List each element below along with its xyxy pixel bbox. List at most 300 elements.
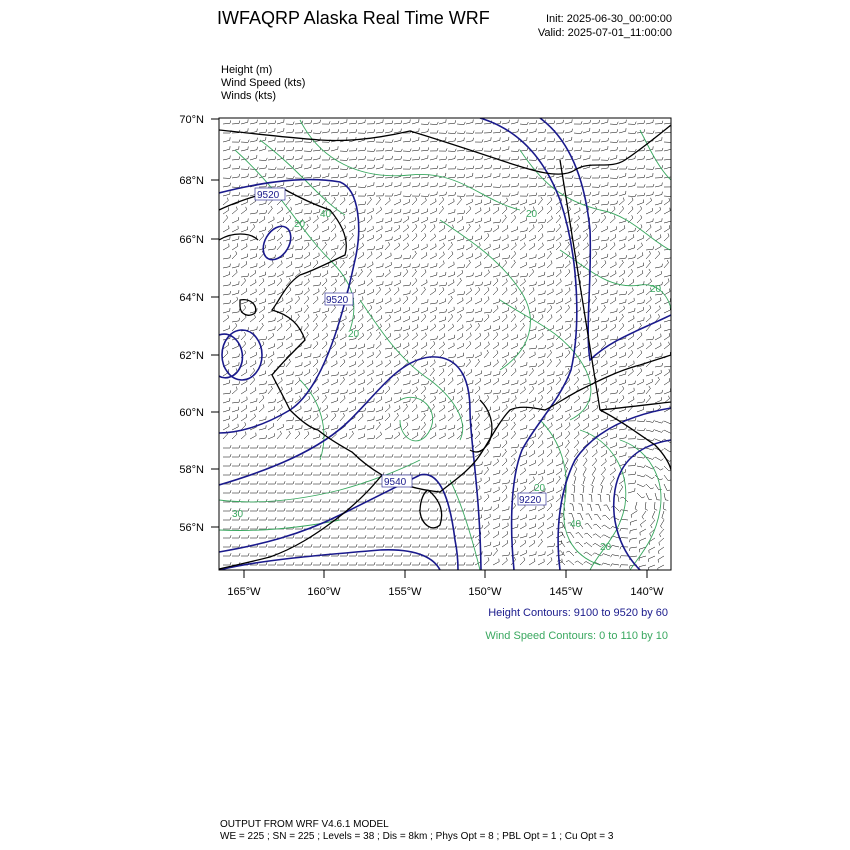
wind-barb-flag — [640, 323, 641, 326]
wind-barb — [466, 362, 471, 367]
wind-barb-flag — [608, 138, 609, 141]
wind-barb — [403, 202, 409, 205]
wind-barb — [502, 435, 508, 439]
wind-barb-flag — [275, 167, 276, 170]
wind-barb-flag — [248, 463, 249, 466]
wind-barb — [403, 293, 410, 295]
wind-barb — [304, 347, 311, 349]
wind-barb-flag — [302, 544, 303, 547]
wind-barb-flag — [590, 176, 591, 179]
wind-barb-flag — [569, 414, 570, 417]
wind-barb — [556, 490, 562, 493]
wind-barb-flag — [584, 467, 586, 469]
wind-barb — [430, 247, 436, 250]
wind-barb — [259, 339, 266, 340]
wind-barb — [349, 177, 356, 178]
wind-barb-flag — [588, 405, 589, 408]
wind-barb — [538, 473, 545, 475]
wind-barb-flag — [580, 494, 583, 495]
wind-barb-flag — [482, 139, 483, 142]
wind-barb-flag — [500, 444, 501, 447]
wind-barb-flag — [311, 463, 312, 466]
wind-barb-flag — [560, 404, 561, 407]
wind-barb-flag — [383, 535, 384, 538]
wind-barb-flag — [623, 198, 624, 201]
wind-barb-flag — [381, 315, 382, 318]
wind-barb-flag — [444, 243, 445, 246]
wind-barb — [475, 301, 481, 304]
wind-barb — [232, 427, 238, 430]
wind-barb — [583, 257, 590, 259]
wind-barb — [304, 290, 309, 295]
wind-barb — [502, 247, 508, 250]
wind-barb — [592, 469, 596, 475]
wind-barb — [484, 186, 491, 187]
wind-barb-flag — [428, 499, 429, 502]
wind-barb-flag — [615, 324, 616, 327]
wind-barb-flag — [464, 122, 465, 125]
wind-barb — [322, 195, 329, 196]
wind-barb-flag — [311, 175, 312, 178]
wind-barb-flag — [381, 252, 382, 255]
wind-barb-flag — [515, 413, 516, 416]
wind-barb-flag — [500, 147, 501, 150]
wind-barb-flag — [437, 130, 438, 133]
wind-barb-flag — [426, 342, 427, 345]
wind-barb — [619, 355, 625, 358]
wind-barb — [502, 168, 509, 169]
wind-barb — [547, 374, 554, 376]
wind-barb — [367, 347, 374, 349]
wind-barb — [412, 390, 417, 394]
wind-barb — [556, 281, 561, 286]
wind-barb-flag — [383, 139, 384, 142]
wind-barb-flag — [316, 314, 317, 317]
wind-barb — [547, 462, 553, 466]
wind-barb — [232, 384, 239, 385]
wind-barb-flag — [479, 225, 480, 228]
wind-barb — [349, 409, 355, 412]
wind-barb — [596, 524, 601, 529]
wind-barb-flag — [650, 234, 651, 237]
wind-barb-flag — [649, 269, 650, 272]
wind-barb — [637, 402, 644, 403]
wind-barb-flag — [579, 216, 580, 219]
wind-barb-flag — [244, 341, 245, 344]
wind-barb-flag — [626, 183, 627, 186]
wind-barb — [250, 401, 257, 403]
wind-barb-flag — [644, 419, 645, 422]
wind-barb — [502, 258, 509, 259]
wind-barb — [493, 210, 499, 214]
wind-barb-flag — [482, 120, 483, 123]
wind-barb-flag — [338, 174, 339, 177]
wind-barb — [610, 471, 615, 475]
wind-barb — [331, 276, 338, 277]
wind-barb-flag — [408, 216, 409, 219]
wind-barb-flag — [392, 499, 393, 502]
wind-barb — [529, 186, 536, 187]
wind-barb — [223, 186, 230, 187]
wind-barb-flag — [383, 148, 384, 151]
wind-barb-flag — [329, 454, 330, 457]
wind-barb-flag — [560, 495, 561, 498]
wind-barb — [619, 383, 626, 385]
wind-barb — [655, 373, 661, 376]
wind-barb — [457, 399, 462, 403]
wind-barb-flag — [514, 251, 515, 254]
wind-barb-flag — [614, 216, 615, 219]
wind-barb-flag — [559, 224, 560, 227]
wind-barb-flag — [239, 481, 240, 484]
wind-barb-flag — [293, 553, 294, 556]
wind-barb-flag — [230, 291, 231, 294]
wind-barb — [601, 338, 608, 340]
wind-barb-flag — [542, 476, 543, 479]
wind-barb — [250, 273, 256, 277]
wind-barb — [376, 237, 382, 241]
wind-barb — [286, 195, 293, 196]
wind-barb-flag — [464, 508, 465, 511]
wind-barb-flag — [514, 503, 515, 506]
wind-barb-flag — [581, 318, 582, 321]
wind-barb — [556, 497, 561, 502]
wind-barb — [612, 545, 619, 547]
wind-barb — [574, 330, 581, 331]
wind-barb-flag — [506, 485, 507, 488]
wind-barb — [610, 402, 617, 403]
wind-barb — [601, 284, 608, 286]
wind-barb — [439, 401, 446, 403]
wind-barb — [268, 209, 272, 214]
wind-barb-flag — [417, 288, 418, 291]
wind-barb-flag — [561, 315, 562, 318]
wind-barb-flag — [293, 147, 294, 150]
wind-barb — [556, 380, 561, 385]
wind-barb-flag — [488, 251, 489, 254]
wind-barb — [637, 475, 644, 477]
wind-barb-flag — [536, 183, 537, 186]
wind-barb-flag — [600, 484, 602, 486]
wind-barb — [349, 201, 355, 205]
wind-barb — [358, 150, 365, 151]
wind-barb-flag — [464, 544, 465, 547]
wind-barb-flag — [284, 354, 285, 357]
wind-barb-flag — [649, 386, 651, 389]
wind-barb — [466, 222, 473, 223]
wind-barb — [250, 417, 255, 421]
wind-barb-flag — [317, 224, 318, 227]
wind-barb — [529, 417, 535, 421]
wind-barb-flag — [599, 129, 600, 132]
wind-barb — [232, 229, 238, 232]
wind-barb-flag — [275, 517, 276, 520]
wind-barb — [421, 283, 427, 286]
wind-barb — [493, 482, 500, 484]
wind-barb-flag — [660, 234, 661, 237]
wind-barb-flag — [572, 147, 573, 150]
wind-barb-flag — [653, 429, 655, 431]
wind-barb — [664, 320, 671, 322]
wind-barb-flag — [514, 260, 516, 263]
wind-barb — [475, 389, 480, 394]
wind-barb-flag — [293, 445, 294, 448]
wind-barb — [556, 356, 563, 358]
wind-barb-flag — [329, 562, 330, 565]
wind-barb — [484, 510, 491, 511]
wind-barb — [484, 393, 491, 394]
wind-barb — [367, 168, 374, 169]
wind-barb — [630, 538, 637, 539]
wind-barb — [268, 293, 275, 295]
wind-barb-flag — [347, 390, 348, 393]
wind-barb — [628, 264, 634, 268]
wind-barb — [547, 437, 554, 439]
wind-barb — [619, 455, 626, 457]
wind-barb-flag — [545, 193, 546, 196]
wind-barb — [223, 267, 230, 268]
wind-barb — [277, 318, 283, 322]
wind-barb-flag — [356, 490, 357, 493]
wind-barb — [286, 240, 293, 241]
wind-barb-flag — [266, 472, 267, 475]
wind-barb — [619, 480, 625, 484]
wind-barb-flag — [571, 494, 574, 495]
wind-barb-flag — [565, 466, 567, 468]
wind-barb-flag — [650, 314, 651, 317]
wind-barb-flag — [371, 251, 372, 254]
wind-barb-flag — [418, 414, 419, 417]
wind-barb — [493, 222, 500, 223]
wind-barb — [610, 237, 616, 241]
wind-barb-flag — [658, 551, 659, 554]
wind-barb — [448, 317, 453, 322]
wind-barb-flag — [419, 499, 420, 502]
wind-barb — [322, 220, 328, 223]
wind-barb-flag — [401, 120, 402, 123]
wind-barb — [583, 452, 588, 457]
wind-barb — [448, 428, 455, 430]
wind-barb-flag — [559, 377, 560, 380]
wind-barb — [385, 150, 392, 151]
wind-barb — [511, 434, 516, 439]
wind-barb — [587, 533, 592, 538]
wind-barb-flag — [586, 449, 587, 452]
wind-barb-flag — [230, 553, 231, 556]
wind-barb — [475, 355, 481, 358]
wind-barb-flag — [416, 233, 417, 236]
wind-barb — [592, 408, 598, 412]
wind-barb-flag — [424, 431, 426, 434]
wind-barb-flag — [487, 449, 488, 452]
wind-barb — [241, 239, 248, 241]
wind-barb — [223, 229, 229, 232]
wind-barb — [250, 292, 256, 295]
wind-barb — [421, 236, 426, 241]
wind-barb — [385, 221, 392, 223]
wind-barb — [511, 491, 518, 493]
wind-barb-flag — [542, 333, 543, 336]
wind-barb — [295, 150, 302, 151]
wind-barb — [367, 381, 372, 385]
wind-barb-flag — [257, 526, 258, 529]
wind-barb — [412, 247, 418, 250]
wind-barb-flag — [635, 167, 636, 170]
wind-barb — [286, 132, 293, 133]
wind-barb-flag — [362, 413, 363, 416]
wind-barb-flag — [317, 242, 318, 245]
wind-barb-flag — [515, 324, 516, 327]
wind-barb-flag — [594, 514, 597, 515]
wind-barb — [547, 516, 553, 520]
wind-barb-flag — [482, 156, 483, 159]
wind-barb — [385, 240, 392, 241]
wind-barb — [394, 354, 400, 358]
wind-barb-flag — [371, 305, 372, 308]
wind-barb — [520, 517, 527, 520]
wind-barb-flag — [437, 336, 438, 339]
wind-barb-flag — [644, 120, 645, 123]
wind-barb-flag — [452, 368, 453, 371]
wind-barb — [286, 420, 293, 421]
wind-barb — [547, 200, 552, 205]
wind-barb — [439, 381, 445, 385]
wind-barb-flag — [329, 157, 330, 160]
wind-barb — [439, 320, 446, 322]
wind-barb-flag — [419, 183, 420, 186]
wind-barb-flag — [383, 562, 384, 565]
wind-barb — [295, 380, 300, 385]
wind-barb — [421, 158, 428, 160]
wind-barb — [430, 124, 437, 125]
wind-barb-flag — [536, 471, 537, 474]
wind-barb — [538, 335, 543, 340]
wind-barb — [589, 514, 592, 520]
wind-barb-flag — [298, 314, 299, 317]
wind-barb — [628, 491, 635, 493]
wind-barb — [385, 177, 392, 178]
wind-barb-flag — [651, 525, 653, 528]
wind-barb-flag — [266, 463, 267, 466]
valid-time: Valid: 2025-07-01_11:00:00 — [537, 27, 672, 39]
wind-barb — [268, 347, 275, 349]
wind-barb — [403, 212, 410, 214]
wind-barb-flag — [491, 309, 492, 312]
wind-barb-flag — [239, 526, 240, 529]
wind-barb — [484, 335, 489, 340]
wind-barb-flag — [317, 341, 318, 344]
wind-barb — [403, 401, 410, 403]
wind-barb-flag — [230, 517, 231, 520]
wind-barb-flag — [419, 526, 420, 529]
wind-barb — [538, 390, 544, 394]
wind-barb — [493, 275, 500, 277]
wind-barb-flag — [632, 197, 633, 200]
wind-barb-flag — [498, 459, 499, 462]
wind-barb-flag — [455, 472, 456, 475]
wind-barb — [511, 229, 518, 232]
wind-barb-flag — [590, 309, 591, 312]
wind-barb-flag — [533, 225, 534, 228]
wind-barb — [412, 291, 417, 295]
wind-barb — [520, 417, 526, 421]
wind-barb-flag — [482, 282, 483, 285]
wind-barb — [322, 392, 329, 394]
wind-barb-flag — [644, 300, 645, 303]
wind-barb-flag — [566, 560, 569, 561]
wind-barb-flag — [428, 138, 429, 141]
wind-barb — [565, 245, 569, 250]
wind-barb — [565, 443, 569, 448]
wind-barb — [601, 263, 606, 268]
wind-barb-flag — [442, 197, 443, 200]
wind-barb-flag — [626, 166, 627, 169]
wind-barb-flag — [563, 264, 564, 267]
wind-barb-flag — [552, 459, 553, 462]
wind-barb — [232, 177, 239, 178]
wind-barb — [475, 336, 481, 340]
wind-barb — [448, 177, 455, 178]
wind-barb-flag — [428, 508, 429, 511]
wind-barb-flag — [389, 386, 390, 389]
wind-barb-flag — [518, 201, 519, 204]
wind-barb — [322, 428, 329, 430]
wind-barb-flag — [383, 508, 384, 511]
wind-barb-flag — [444, 333, 445, 336]
wind-barb-flag — [613, 476, 615, 479]
wind-barb-flag — [462, 270, 463, 273]
wind-barb — [520, 410, 527, 412]
wind-barb — [556, 309, 562, 313]
wind-barb — [592, 254, 597, 259]
wind-barb-flag — [551, 197, 552, 200]
wind-barb-flag — [244, 278, 245, 281]
wind-barb — [655, 327, 661, 331]
wind-barb — [304, 356, 311, 358]
wind-barb-flag — [326, 341, 327, 344]
wind-barb-flag — [608, 273, 609, 276]
wind-barb — [385, 416, 390, 421]
wind-barb — [610, 284, 617, 286]
wind-barb — [664, 381, 670, 385]
wind-barb-flag — [446, 131, 447, 134]
wind-barb-flag — [642, 497, 645, 498]
wind-barb-flag — [401, 517, 402, 520]
wind-barb — [601, 246, 607, 250]
wind-barb — [493, 345, 499, 349]
wind-barb-flag — [320, 544, 321, 547]
wind-barb — [612, 536, 619, 538]
wind-barb — [587, 543, 592, 547]
wind-barb — [502, 123, 509, 124]
wind-barb — [529, 554, 536, 556]
wind-barb-flag — [371, 378, 372, 381]
wind-barb-flag — [633, 261, 634, 264]
wind-barb-flag — [554, 165, 555, 168]
wind-barb-flag — [506, 287, 507, 290]
wind-barb-flag — [392, 517, 393, 520]
wind-barb — [268, 426, 274, 430]
wind-barb-flag — [604, 215, 605, 218]
wind-barb — [448, 346, 454, 349]
wind-barb — [601, 212, 608, 214]
wind-barb — [601, 168, 608, 169]
wind-barb — [610, 273, 616, 277]
wind-barb-flag — [464, 499, 465, 502]
wind-barb — [628, 353, 633, 358]
wind-barb-flag — [239, 381, 240, 384]
wind-barb-flag — [661, 449, 663, 451]
